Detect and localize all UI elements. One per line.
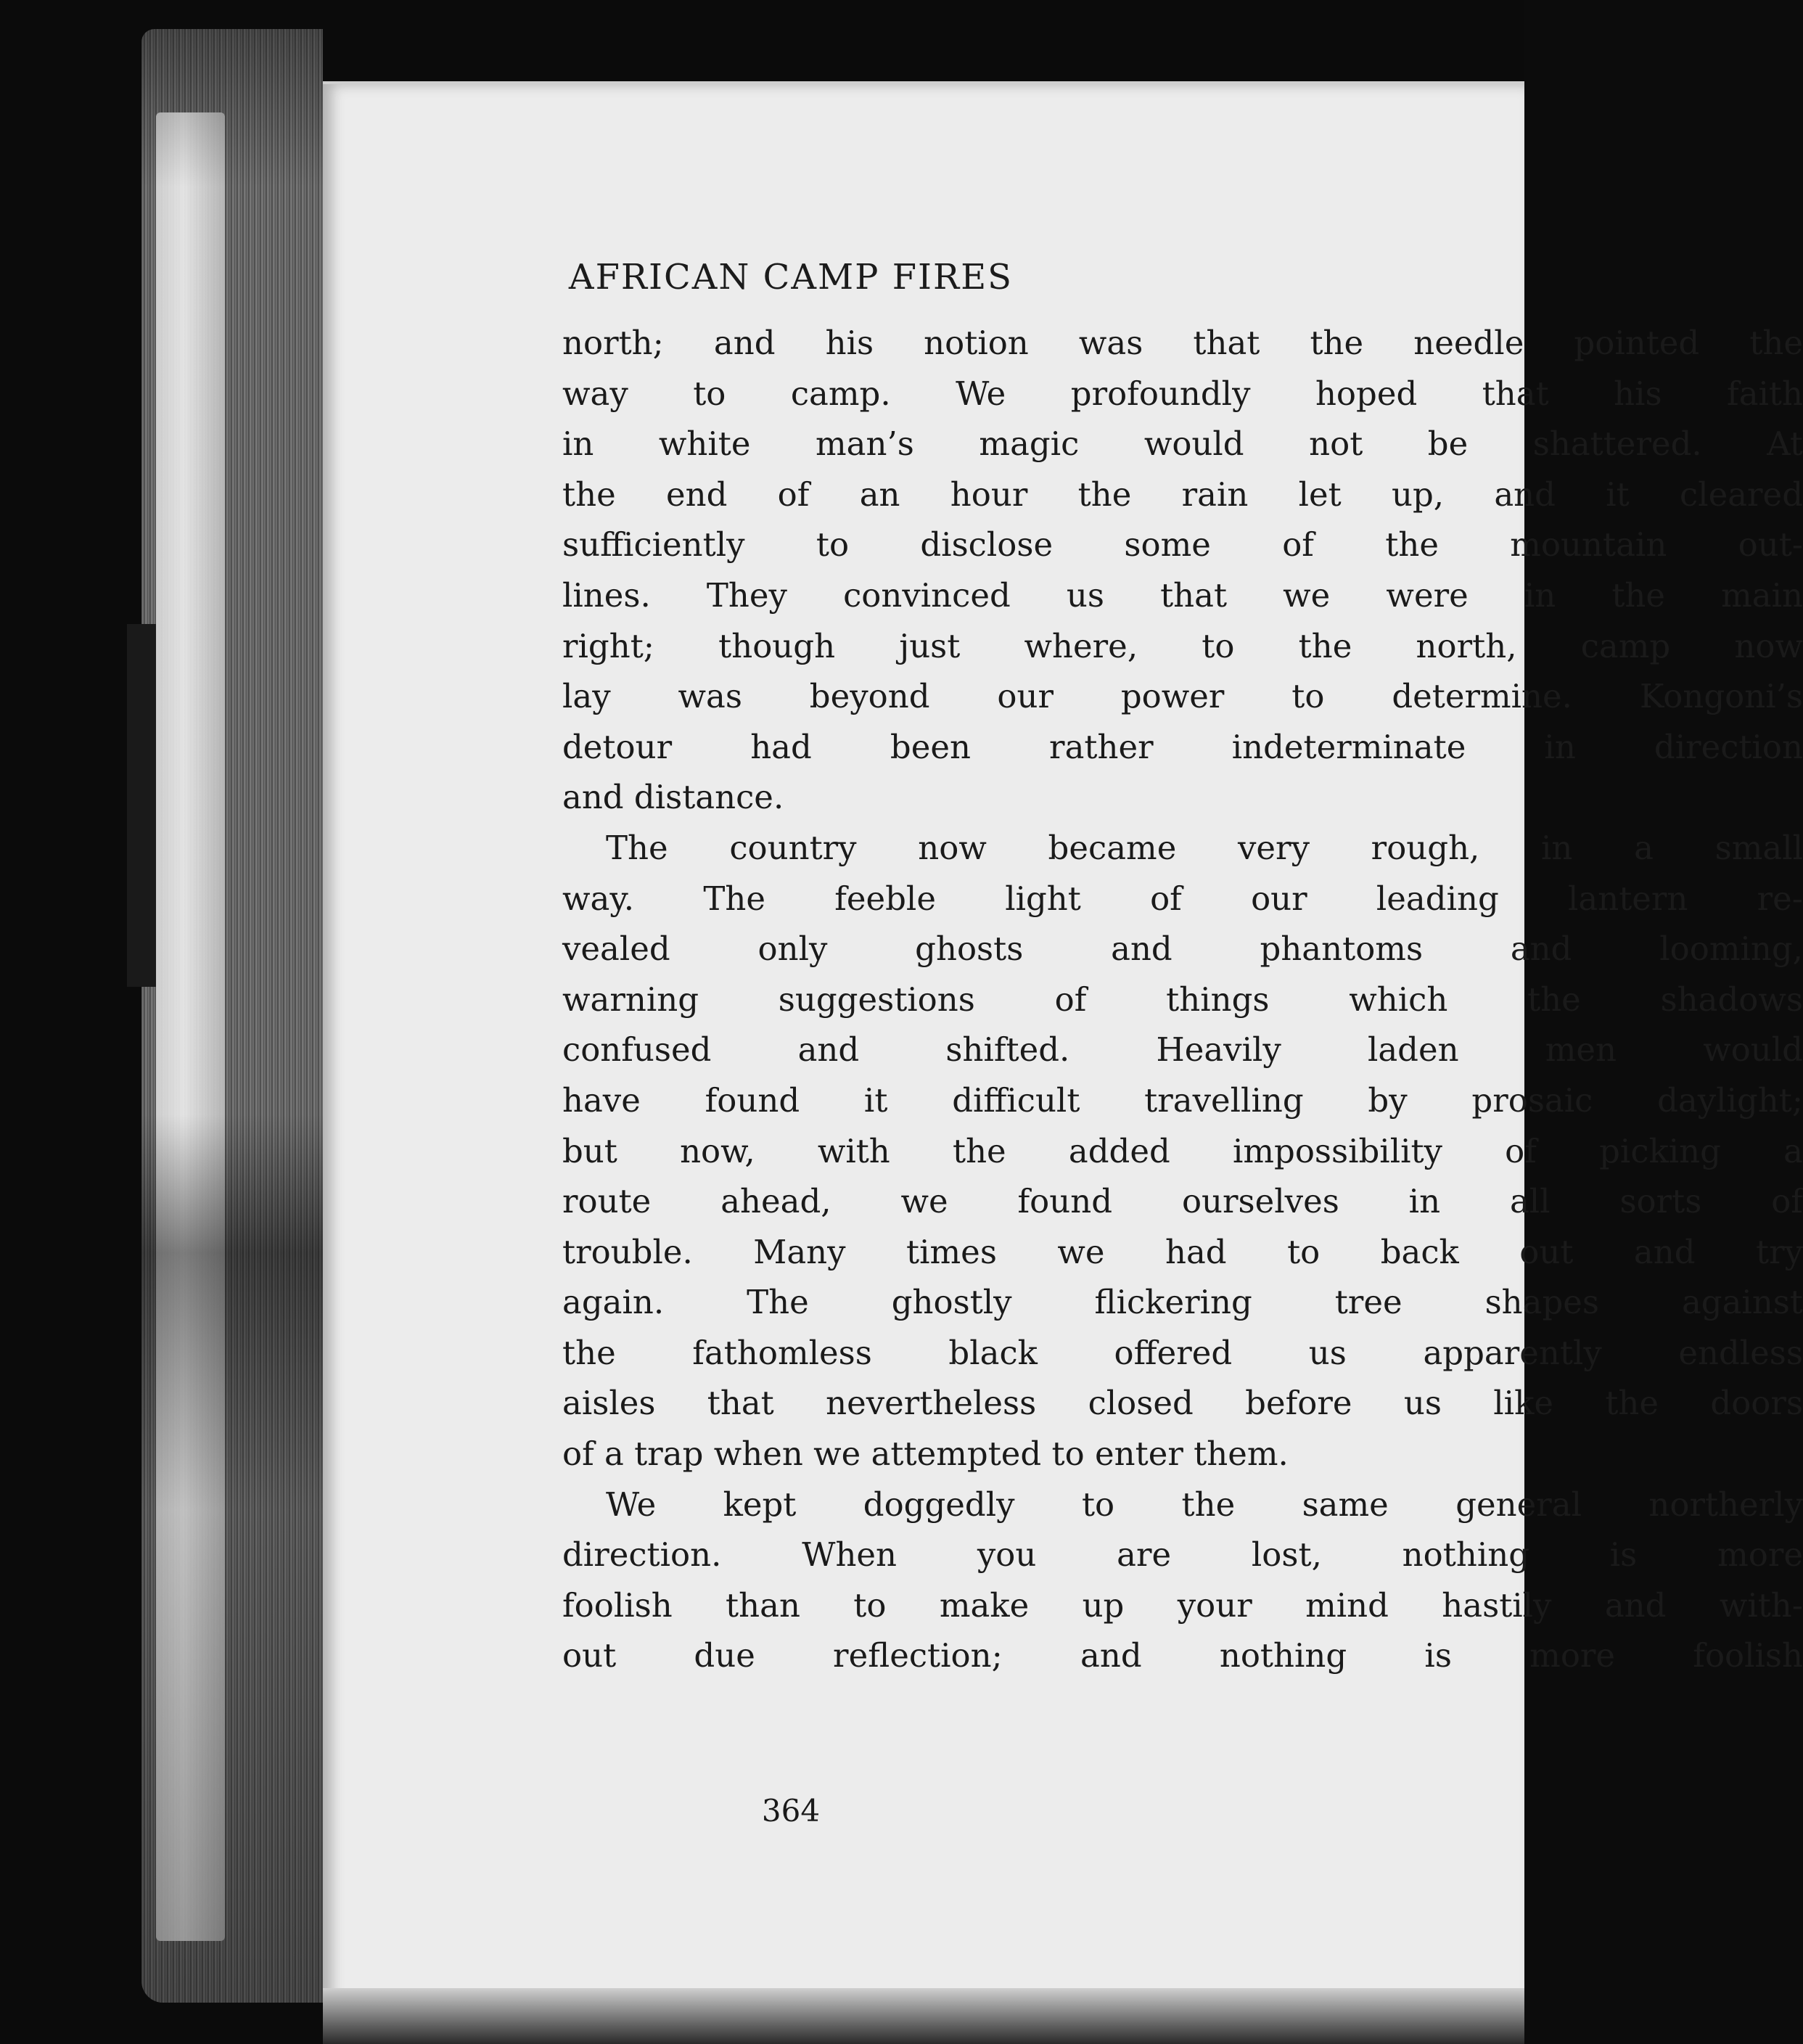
text-line: in white man’s magic would not be shattered. At xyxy=(562,424,1803,464)
text-line: but now, with the added impossibility of picking a xyxy=(562,1131,1803,1170)
text-line: have found it difficult travelling by prosaic daylight; xyxy=(562,1080,1803,1120)
text-line: way to camp. We profoundly hoped that his faith xyxy=(562,374,1803,413)
text-line: way. The feeble light of our leading lantern re- xyxy=(562,879,1803,918)
text-line: the end of an hour the rain let up, and it cleared xyxy=(562,475,1803,514)
text-line: detour had been rather indeterminate in direction xyxy=(562,727,1803,766)
page-edges-shading xyxy=(141,29,323,2003)
text-line: vealed only ghosts and phantoms and looming, xyxy=(562,929,1803,969)
text-line: the fathomless black offered us apparently endless xyxy=(562,1333,1803,1372)
text-line: out due reflection; and nothing is more foolish xyxy=(562,1636,1803,1675)
text-line: sufficiently to disclose some of the mountain out- xyxy=(562,525,1803,565)
book-page xyxy=(323,81,1803,2029)
text-line: trouble. Many times we had to back out and try xyxy=(562,1232,1803,1271)
running-head: AFRICAN CAMP FIRES xyxy=(568,257,1014,297)
text-line: right; though just where, to the north, camp now xyxy=(562,626,1803,665)
text-line: and distance. xyxy=(562,778,784,817)
page-number: 364 xyxy=(761,1793,821,1828)
text-line: lay was beyond our power to determine. Kongoni’s xyxy=(562,677,1803,716)
text-line: direction. When you are lost, nothing is more xyxy=(562,1535,1803,1575)
text-line: warning suggestions of things which the shadows xyxy=(562,980,1803,1019)
text-line: We kept doggedly to the same general northerly xyxy=(606,1485,1803,1524)
text-line: north; and his notion was that the needle pointed the xyxy=(562,324,1803,362)
text-line: confused and shifted. Heavily laden men would xyxy=(562,1030,1803,1070)
text-line: foolish than to make up your mind hastily and with- xyxy=(562,1585,1803,1625)
text-line: route ahead, we found ourselves in all sorts of xyxy=(562,1182,1803,1221)
text-line: of a trap when we attempted to enter them. xyxy=(562,1435,1289,1474)
text-line: lines. They convinced us that we were in the main xyxy=(562,575,1803,615)
text-line: again. The ghostly flickering tree shapes against xyxy=(562,1283,1803,1322)
page-body-text xyxy=(562,318,1803,1681)
text-line: aisles that nevertheless closed before us like the doors xyxy=(562,1384,1803,1423)
page-bottom-shadow xyxy=(323,1988,1524,2044)
text-line: The country now became very rough, in a small xyxy=(606,828,1803,867)
spine-shadow xyxy=(127,624,156,987)
